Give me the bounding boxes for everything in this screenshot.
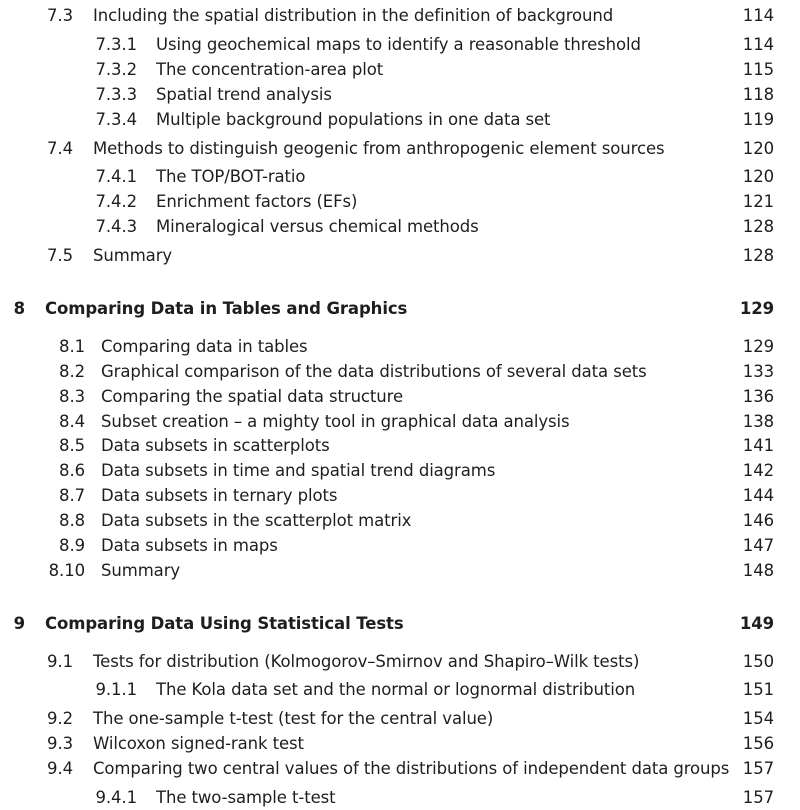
toc-entry-title: Summary <box>101 561 181 580</box>
toc-section-row <box>0 650 800 674</box>
toc-entry-title: The concentration-area plot <box>156 60 384 79</box>
toc-entry-number: 8.5 <box>59 436 85 455</box>
toc-entry-page-number: 150 <box>742 652 774 671</box>
toc-subsection-row <box>0 33 800 57</box>
toc-entry-number: 7.3 <box>47 6 73 25</box>
toc-entry-title: The two-sample t-test <box>156 788 336 807</box>
toc-subsection-row <box>0 108 800 132</box>
toc-entry-title: Wilcoxon signed-rank test <box>93 734 304 753</box>
toc-entry-number: 9.1.1 <box>95 680 137 699</box>
toc-entry-page-number: 114 <box>742 35 774 54</box>
toc-entry-page-number: 147 <box>742 536 774 555</box>
toc-entry-number: 7.5 <box>47 246 73 265</box>
toc-subsection-row <box>0 58 800 82</box>
toc-entry-page-number: 148 <box>742 561 774 580</box>
toc-subsection-row <box>0 190 800 214</box>
toc-entry-title: Data subsets in maps <box>101 536 278 555</box>
toc-entry-number: 9.4.1 <box>95 788 137 807</box>
toc-section-row <box>0 509 800 533</box>
toc-section-row <box>0 385 800 409</box>
toc-entry-number: 7.3.2 <box>95 60 137 79</box>
toc-entry-title: Using geochemical maps to identify a reasonable threshold <box>156 35 641 54</box>
toc-entry-title: Data subsets in the scatterplot matrix <box>101 511 412 530</box>
toc-entry-number: 9.1 <box>47 652 73 671</box>
toc-entry-page-number: 156 <box>742 734 774 753</box>
toc-entry-title: Data subsets in ternary plots <box>101 486 338 505</box>
toc-entry-page-number: 133 <box>742 362 774 381</box>
toc-entry-page-number: 157 <box>742 759 774 778</box>
toc-subsection-row <box>0 83 800 107</box>
toc-entry-number: 8.7 <box>59 486 85 505</box>
toc-section-row <box>0 410 800 434</box>
toc-entry-number: 7.4 <box>47 139 73 158</box>
toc-entry-number: 8.4 <box>59 412 85 431</box>
toc-entry-page-number: 141 <box>742 436 774 455</box>
toc-entry-number: 8 <box>13 299 25 318</box>
toc-entry-page-number: 142 <box>742 461 774 480</box>
toc-entry-number: 9 <box>13 614 25 633</box>
toc-entry-number: 9.4 <box>47 759 73 778</box>
toc-entry-page-number: 119 <box>742 110 774 129</box>
toc-entry-title: The one-sample t-test (test for the central value) <box>93 709 494 728</box>
toc-chapter-row <box>0 297 800 321</box>
toc-entry-page-number: 128 <box>742 217 774 236</box>
toc-entry-number: 7.4.3 <box>95 217 137 236</box>
toc-entry-number: 8.10 <box>48 561 85 580</box>
toc-entry-number: 8.1 <box>59 337 85 356</box>
toc-entry-number: 9.2 <box>47 709 73 728</box>
toc-section-row <box>0 757 800 781</box>
toc-entry-title: Graphical comparison of the data distributions of several data sets <box>101 362 647 381</box>
toc-entry-number: 7.4.1 <box>95 167 137 186</box>
toc-section-row <box>0 434 800 458</box>
toc-subsection-row <box>0 678 800 702</box>
toc-entry-page-number: 151 <box>742 680 774 699</box>
toc-section-row <box>0 459 800 483</box>
toc-entry-page-number: 154 <box>742 709 774 728</box>
toc-entry-title: Including the spatial distribution in the definition of background <box>93 6 614 25</box>
toc-entry-page-number: 121 <box>742 192 774 211</box>
toc-section-row <box>0 137 800 161</box>
toc-entry-page-number: 138 <box>742 412 774 431</box>
toc-section-row <box>0 534 800 558</box>
toc-entry-page-number: 157 <box>742 788 774 807</box>
toc-entry-page-number: 128 <box>742 246 774 265</box>
toc-entry-number: 8.8 <box>59 511 85 530</box>
toc-chapter-row <box>0 612 800 636</box>
toc-section-row <box>0 707 800 731</box>
toc-entry-title: Comparing the spatial data structure <box>101 387 404 406</box>
toc-entry-title: Tests for distribution (Kolmogorov–Smirnov and Shapiro–Wilk tests) <box>93 652 640 671</box>
toc-entry-number: 7.3.1 <box>95 35 137 54</box>
toc-section-row <box>0 4 800 28</box>
toc-entry-title: Comparing Data Using Statistical Tests <box>45 614 404 633</box>
toc-entry-title: Summary <box>93 246 173 265</box>
toc-entry-page-number: 120 <box>742 139 774 158</box>
toc-entry-title: Comparing two central values of the distributions of independent data groups <box>93 759 730 778</box>
toc-entry-page-number: 120 <box>742 167 774 186</box>
toc-entry-title: The TOP/BOT-ratio <box>156 167 306 186</box>
toc-entry-page-number: 129 <box>742 337 774 356</box>
toc-section-row <box>0 244 800 268</box>
toc-entry-title: Data subsets in time and spatial trend diagrams <box>101 461 496 480</box>
toc-entry-number: 7.3.4 <box>95 110 137 129</box>
toc-entry-number: 7.4.2 <box>95 192 137 211</box>
toc-entry-title: Enrichment factors (EFs) <box>156 192 358 211</box>
toc-entry-page-number: 136 <box>742 387 774 406</box>
toc-entry-page-number: 144 <box>742 486 774 505</box>
toc-entry-number: 8.9 <box>59 536 85 555</box>
toc-entry-number: 8.6 <box>59 461 85 480</box>
toc-entry-number: 8.3 <box>59 387 85 406</box>
toc-entry-number: 7.3.3 <box>95 85 137 104</box>
toc-entry-page-number: 118 <box>742 85 774 104</box>
toc-entry-page-number: 146 <box>742 511 774 530</box>
toc-entry-title: Comparing Data in Tables and Graphics <box>45 299 408 318</box>
toc-entry-number: 9.3 <box>47 734 73 753</box>
toc-entry-title: Multiple background populations in one data set <box>156 110 551 129</box>
toc-section-row <box>0 335 800 359</box>
toc-section-row <box>0 484 800 508</box>
toc-entry-title: Methods to distinguish geogenic from anthropogenic element sources <box>93 139 665 158</box>
toc-section-row <box>0 360 800 384</box>
toc-entry-page-number: 129 <box>739 299 774 318</box>
toc-section-row <box>0 732 800 756</box>
toc-entry-page-number: 114 <box>742 6 774 25</box>
toc-entry-title: Subset creation – a mighty tool in graphical data analysis <box>101 412 570 431</box>
toc-subsection-row <box>0 786 800 810</box>
toc-subsection-row <box>0 215 800 239</box>
toc-entry-title: The Kola data set and the normal or lognormal distribution <box>156 680 636 699</box>
toc-entry-page-number: 149 <box>739 614 774 633</box>
toc-entry-title: Spatial trend analysis <box>156 85 332 104</box>
toc-entry-title: Mineralogical versus chemical methods <box>156 217 479 236</box>
toc-entry-title: Comparing data in tables <box>101 337 308 356</box>
toc-subsection-row <box>0 165 800 189</box>
toc-entry-page-number: 115 <box>742 60 774 79</box>
toc-section-row <box>0 559 800 583</box>
toc-entry-number: 8.2 <box>59 362 85 381</box>
toc-entry-title: Data subsets in scatterplots <box>101 436 330 455</box>
